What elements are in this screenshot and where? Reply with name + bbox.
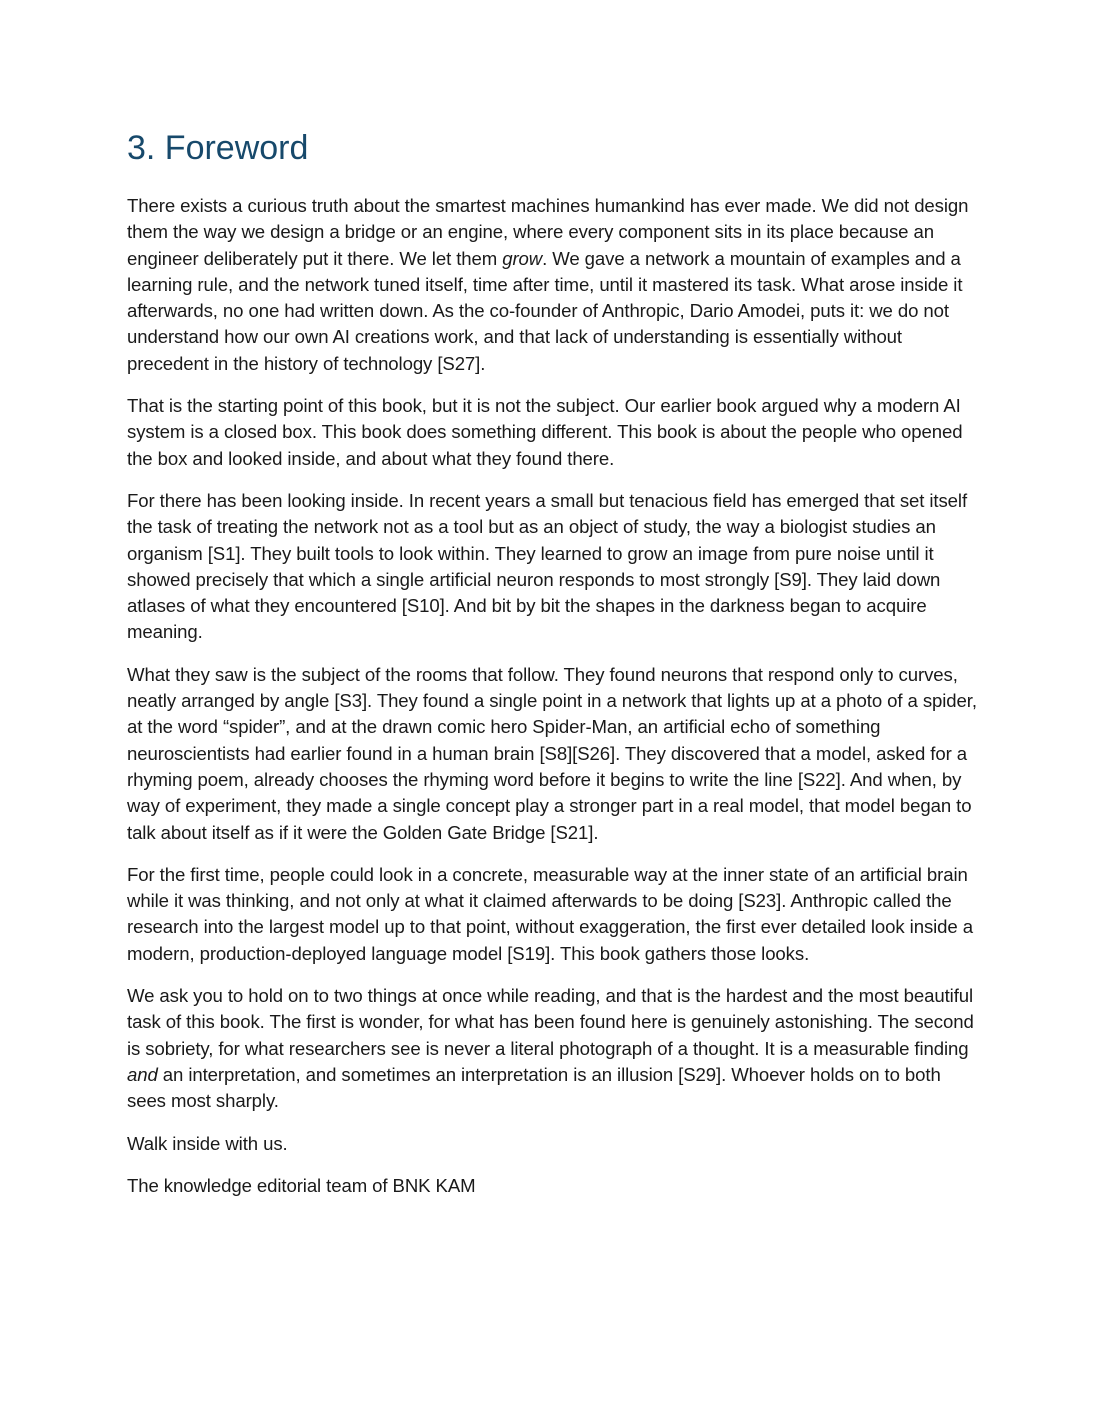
paragraph-invitation: Walk inside with us. <box>127 1132 288 1154</box>
paragraph-looking-inside: For there has been looking inside. In recent years a small but tenacious field has emerged that set itself the task of treating the network not as a tool but as an object of study, the way a biologist studies an organism [S1]. They built tools to look within. They learned to grow an image from pure noise until it showed precisely that which a single artificial neuron responds to most strongly [S9]. They laid down atlases of what they encountered [S10]. And bit by bit the shapes in the darkness began to acquire meaning. <box>127 489 968 643</box>
paragraph-origin <box>127 193 977 377</box>
paragraph-two-things <box>127 983 977 1114</box>
paragraph-what-they-saw: What they saw is the subject of the rooms that follow. They found neurons that respond only to curves, neatly arranged by angle [S3]. They found a single point in a network that lights up at a photo of a spider, at the word “spider”, and at the drawn comic hero Spider-Man, an artificial echo of something neuroscientists had earlier found in a human brain [S8][S26]. They discovered that a model, asked for a rhyming poem, already chooses the rhyming word before it begins to write the line [S22]. And when, by way of experiment, they made a single concept play a stronger part in a real model, that model began to talk about itself as if it were the Golden Gate Bridge [S21]. <box>127 663 977 843</box>
emphasized-word: grow <box>502 247 543 269</box>
paragraph-first-time: For the first time, people could look in a concrete, measurable way at the inner state of an artificial brain while it was thinking, and not only at what it claimed afterwards to be doing [S23]. Anthropic called the research into the largest model up to that point, without exaggeration, the first ever detailed look inside a modern, production-deployed language model [S19]. This book gathers those looks. <box>127 863 973 964</box>
paragraph-starting-point: That is the starting point of this book, but it is not the subject. Our earlier book argued why a modern AI system is a closed box. This book does something different. This book is about the people who opened the box and looked inside, and about what they found there. <box>127 395 963 469</box>
paragraph-text: We ask you to hold on to two things at once while reading, and that is the hardest and the most beautiful task of this book. The first is wonder, for what has been found here is genuinely astonishing. The second is sobriety, for what researchers see is never a literal photograph of a thought. It is a measurable finding <box>127 985 974 1059</box>
paragraph-text: There exists a curious truth about the smartest machines humankind has ever made. We did not design them the way we design a bridge or an engine, where every component sits in its place because an engineer deliberately put it there. We let them <box>127 195 969 269</box>
page-title: 3. Foreword <box>127 129 309 167</box>
signature-line: The knowledge editorial team of BNK KAM <box>127 1174 476 1196</box>
paragraph-text: . We gave a network a mountain of examples and a learning rule, and the network tuned itself, time after time, until it mastered its task. What arose inside it afterwards, no one had written down. As the co-founder of Anthropic, Dario Amodei, puts it: we do not understand how our own AI creations work, and that lack of understanding is essentially without precedent in the history of technology [S27]. <box>127 247 963 374</box>
paragraph-text: an interpretation, and sometimes an interpretation is an illusion [S29]. Whoever holds on to both sees most sharply. <box>127 1063 941 1112</box>
document-page <box>127 126 977 1215</box>
emphasized-word: and <box>127 1063 158 1085</box>
